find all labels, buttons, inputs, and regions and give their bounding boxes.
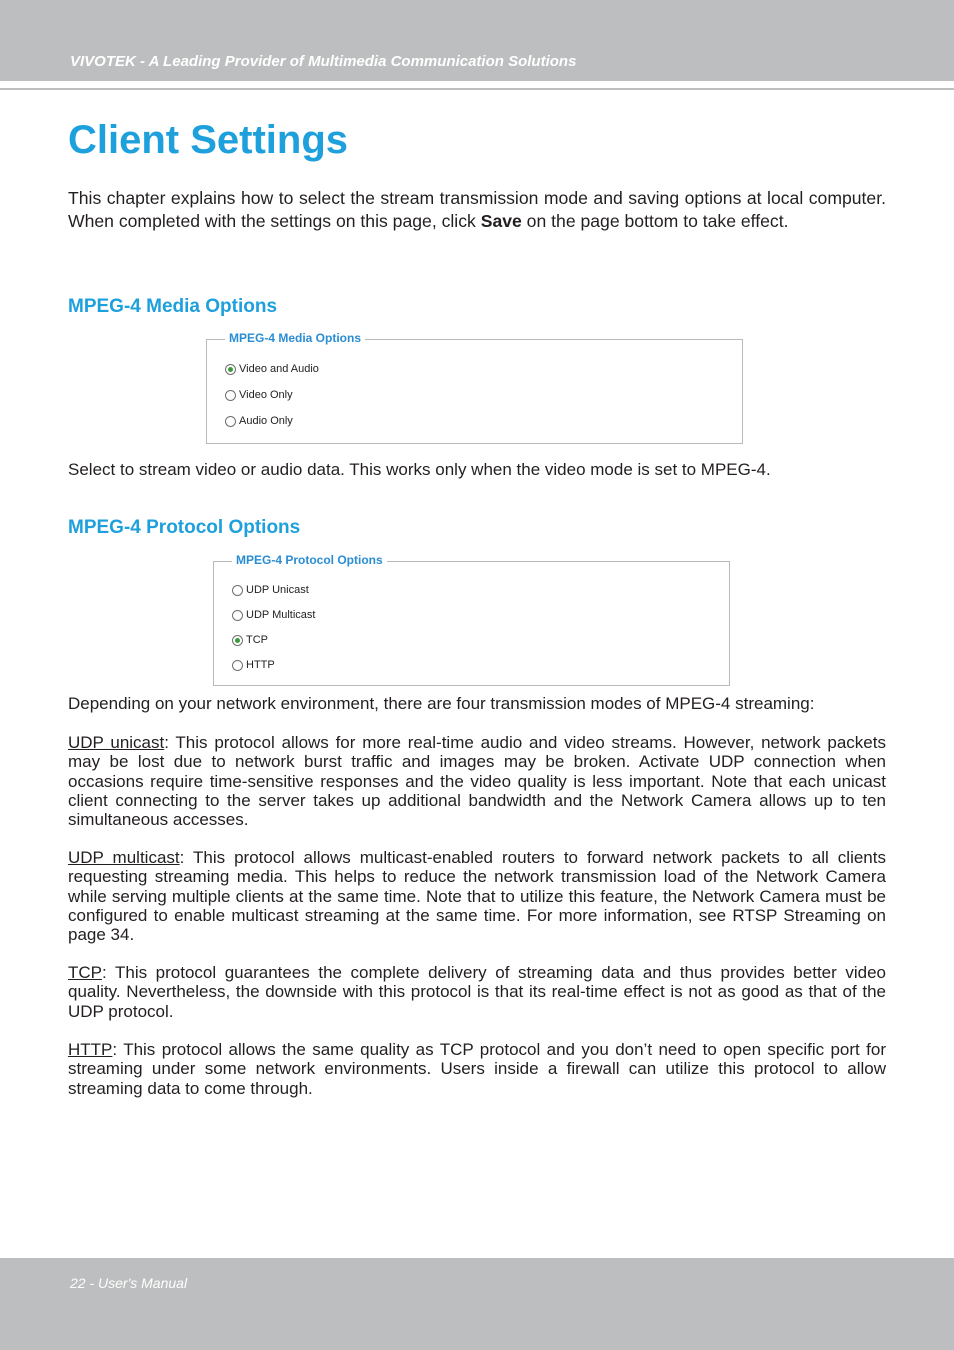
media-option-label: Video Only bbox=[239, 389, 293, 401]
http-term: HTTP bbox=[68, 1040, 113, 1059]
footer-band bbox=[0, 1258, 954, 1350]
protocol-option-udp-unicast[interactable] bbox=[232, 584, 309, 596]
media-options-heading: MPEG-4 Media Options bbox=[68, 296, 278, 317]
protocol-option-udp-multicast[interactable] bbox=[232, 609, 315, 621]
udp-multicast-term: UDP multicast bbox=[68, 848, 180, 867]
protocol-option-tcp[interactable] bbox=[232, 634, 268, 646]
media-options-panel bbox=[206, 331, 743, 444]
tcp-description: : This protocol guarantees the complete delivery of streaming data and thus provides better video quality. Nevertheless, the downside with this protocol is that its real-time effect is not as good as that of the UDP protocol. bbox=[68, 963, 886, 1021]
tcp-term: TCP bbox=[68, 963, 102, 982]
media-option-video-audio[interactable] bbox=[225, 363, 319, 375]
http-paragraph bbox=[68, 1040, 886, 1098]
header-divider bbox=[0, 88, 954, 90]
intro-paragraph bbox=[68, 187, 886, 233]
radio-selected-icon[interactable] bbox=[225, 364, 236, 375]
protocol-options-heading: MPEG-4 Protocol Options bbox=[68, 517, 301, 538]
protocol-options-panel bbox=[213, 553, 730, 686]
header-tagline: VIVOTEK - A Leading Provider of Multimedia Communication Solutions bbox=[70, 53, 577, 70]
footer-page-number: 22 - User's Manual bbox=[70, 1275, 188, 1291]
protocol-options-legend: MPEG-4 Protocol Options bbox=[232, 553, 387, 567]
udp-multicast-paragraph bbox=[68, 848, 886, 944]
protocol-option-label: UDP Unicast bbox=[246, 584, 309, 596]
media-options-description: Select to stream video or audio data. This works only when the video mode is set to MPEG-4. bbox=[68, 460, 771, 479]
radio-empty-icon[interactable] bbox=[232, 585, 243, 596]
udp-unicast-paragraph bbox=[68, 733, 886, 829]
media-option-label: Audio Only bbox=[239, 415, 293, 427]
radio-empty-icon[interactable] bbox=[232, 610, 243, 621]
protocol-option-label: HTTP bbox=[246, 659, 275, 671]
media-option-label: Video and Audio bbox=[239, 363, 319, 375]
intro-text-before: This chapter explains how to select the stream transmission mode and saving options at local computer. When completed with the settings on this page, click bbox=[68, 188, 886, 231]
protocol-option-label: UDP Multicast bbox=[246, 609, 316, 621]
radio-empty-icon[interactable] bbox=[225, 416, 236, 427]
media-option-video-only[interactable] bbox=[225, 389, 293, 401]
intro-save-emphasis: Save bbox=[480, 210, 522, 231]
udp-unicast-description: : This protocol allows for more real-time audio and video streams. However, network packets may be lost due to network burst traffic and images may be broken. Activate UDP connection when occasions require time-sensitive responses and the video quality is less important. Note that each unicast client connecting to the server takes up additional bandwidth and the Network Camera allows up to ten simultaneous accesses. bbox=[68, 733, 886, 830]
page-title: Client Settings bbox=[68, 118, 349, 162]
udp-multicast-description: : This protocol allows multicast-enabled routers to forward network packets to all clients requesting streaming media. This helps to reduce the network transmission load of the Network Camera while serving multiple clients at the same time. Note that to utilize this feature, the Network Camera must be configured to enable multicast streaming at the same time. For more information, see RTSP Streaming on page 34. bbox=[68, 848, 886, 945]
udp-unicast-term: UDP unicast bbox=[68, 733, 165, 752]
protocol-intro-paragraph: Depending on your network environment, there are four transmission modes of MPEG-4 streaming: bbox=[68, 694, 815, 713]
radio-empty-icon[interactable] bbox=[225, 390, 236, 401]
radio-empty-icon[interactable] bbox=[232, 660, 243, 671]
intro-text-after: on the page bottom to take effect. bbox=[521, 210, 789, 231]
http-description: : This protocol allows the same quality as TCP protocol and you don’t need to open specific port for streaming under some network environments. Users inside a firewall can utilize this protocol to allow streaming data to come through. bbox=[68, 1040, 886, 1098]
media-option-audio-only[interactable] bbox=[225, 415, 293, 427]
tcp-paragraph bbox=[68, 963, 886, 1021]
radio-selected-icon[interactable] bbox=[232, 635, 243, 646]
protocol-option-label: TCP bbox=[246, 634, 268, 646]
protocol-option-http[interactable] bbox=[232, 659, 275, 671]
media-options-legend: MPEG-4 Media Options bbox=[225, 331, 365, 345]
